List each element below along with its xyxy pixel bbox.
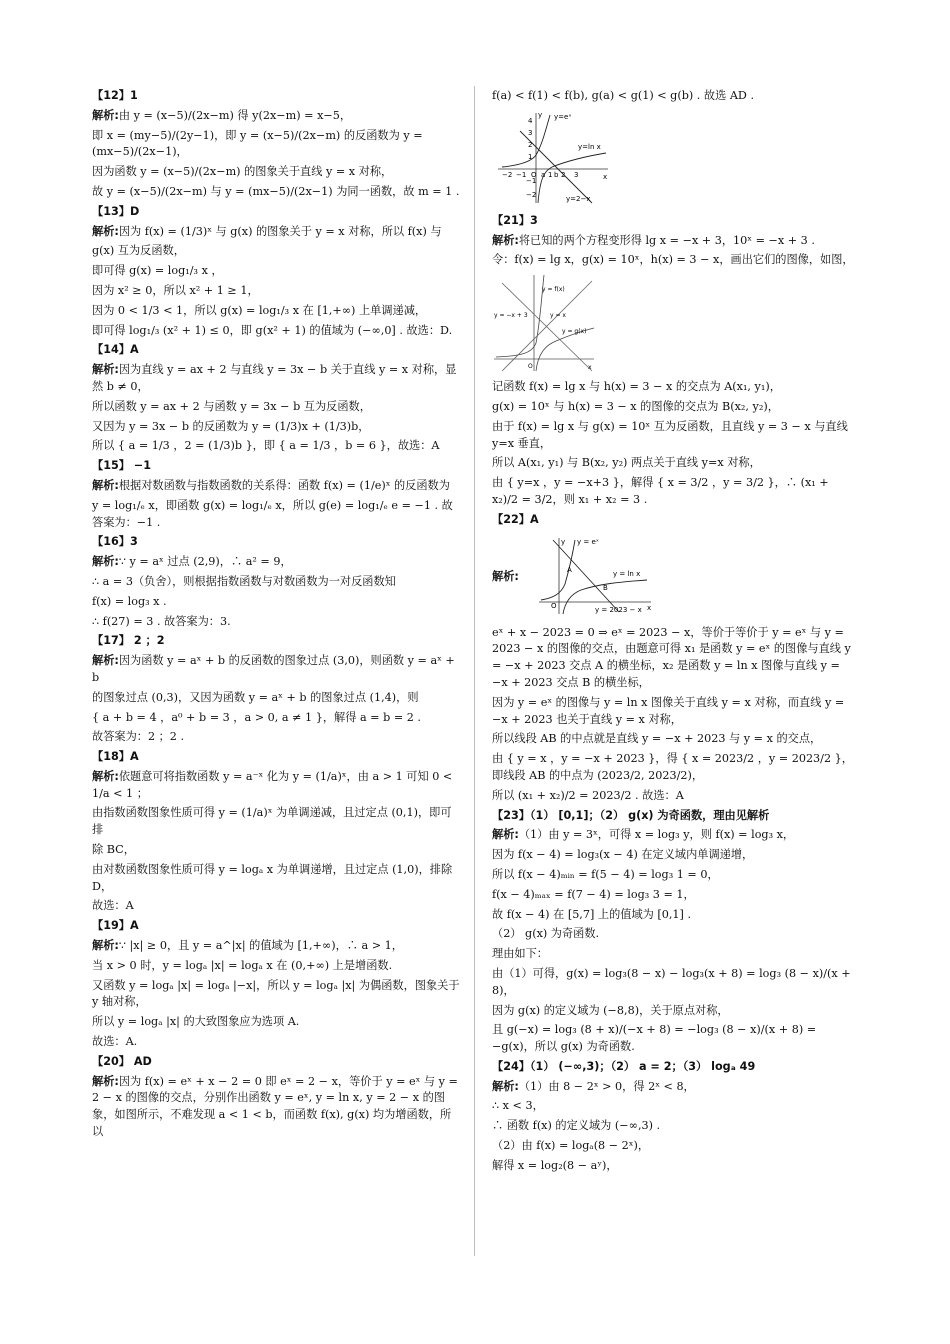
- text-line: [92, 729, 460, 746]
- text-line: [92, 805, 460, 839]
- figure-21-graph: [492, 273, 596, 373]
- answer-heading: 【18】A: [92, 750, 139, 764]
- figure-label: y=2−x: [566, 194, 591, 203]
- text-line: [492, 252, 858, 269]
- figure-label: 1: [548, 170, 553, 179]
- text-line: [492, 731, 858, 748]
- answer-heading: 【16】3: [92, 535, 138, 549]
- line-text: （1）由 y = 3ˣ，可得 x = log₃ y，则 f(x) = log₃ x，: [518, 828, 795, 842]
- line-text: f(a) < f(1) < f(b), g(a) < g(1) < g(b) . 故选 AD .: [492, 89, 754, 102]
- text-line: [92, 614, 460, 631]
- figure-label: O: [531, 170, 537, 179]
- line-text: 故选：A: [92, 899, 134, 913]
- text-line: [92, 498, 460, 532]
- figure-label: O: [550, 601, 557, 610]
- line-text: 故选：A.: [92, 1035, 138, 1049]
- text-line: [92, 303, 460, 320]
- text-line: [492, 475, 858, 509]
- line-text: 当 x > 0 时，y = logₐ |x| = logₐ x 在 (0,+∞) 上是增函数.: [92, 958, 393, 972]
- line-text: 依题意可将指数函数 y = a⁻ˣ 化为 y = (1/a)ˣ，由 a > 1 可知 0 < 1/a < 1 ；: [92, 769, 453, 800]
- figure-label: x: [588, 364, 592, 372]
- text-line: [92, 362, 460, 396]
- analysis-label: 解析:: [492, 569, 519, 583]
- text-line: [492, 1158, 858, 1175]
- analysis-label: 解析:: [92, 769, 119, 783]
- text-line: [92, 1034, 460, 1051]
- line-text: ∴ x < 3，: [492, 1099, 544, 1113]
- line-text: （2）由 f(x) = logₐ(8 − 2ˣ)，: [492, 1139, 650, 1153]
- figure-block: [492, 273, 858, 373]
- text-line: [92, 958, 460, 975]
- answer-heading: 【21】3: [492, 213, 538, 227]
- figure-label: O: [528, 363, 533, 371]
- figure-block: [492, 109, 858, 207]
- figure-20-graph: [492, 109, 612, 207]
- line-text: 即可得 g(x) = log₁/₃ x ，: [92, 264, 223, 278]
- line-text: ∵ |x| ≥ 0，且 y = a^|x| 的值域为 [1,+∞)，∴ a > 1，: [118, 939, 403, 953]
- text-line: [92, 283, 460, 300]
- text-line: [92, 862, 460, 896]
- text-line: [92, 554, 460, 571]
- text-line: [92, 243, 460, 260]
- figure-label: y: [560, 537, 566, 546]
- line-text: 故 f(x − 4) 在 [5,7] 上的值域为 [0,1] .: [492, 907, 692, 921]
- line-text: 因为 g(x) 的定义域为 (−8,8)，关于原点对称，: [492, 1003, 729, 1017]
- figure-label: x: [646, 603, 652, 612]
- answer-heading: 【13】D: [92, 204, 140, 218]
- text-line: [92, 1014, 460, 1031]
- text-line: [492, 88, 858, 105]
- line-text: 故答案为：2 ；2 .: [92, 730, 185, 744]
- answer-heading: 【20】 AD: [92, 1054, 152, 1068]
- line-text: g(x) = 10ˣ 与 h(x) = 3 − x 的图像的交点为 B(x₂, y₂)，: [492, 399, 779, 413]
- text-line: [492, 847, 858, 864]
- text-line: [92, 128, 460, 162]
- figure-label: y = −x + 3: [494, 312, 528, 320]
- analysis-label: 解析:: [492, 1079, 519, 1093]
- analysis-label: 解析:: [92, 108, 119, 122]
- text-line: [92, 978, 460, 1012]
- line-text: f(x) = log₃ x .: [92, 594, 167, 608]
- line-text: 所以线段 AB 的中点就是直线 y = −x + 2023 与 y = x 的交点，: [492, 732, 822, 746]
- line-text: 由（1）可得，g(x) = log₃(8 − x) − log₃(x + 8) = log₃ (8 − x)/(x + 8)，: [492, 966, 851, 997]
- line-text: 的图象过点 (0,3)，又因为函数 y = aˣ + b 的图象过点 (1,4)，则: [92, 690, 419, 704]
- line-text: 由指数函数图象性质可得 y = (1/a)ˣ 为单调递减，且过定点 (0,1)，即可排: [92, 806, 452, 837]
- analysis-label: 解析:: [92, 939, 119, 953]
- answer-heading: 【22】A: [492, 512, 539, 526]
- analysis-label: 解析:: [92, 555, 119, 569]
- figure-label: y = 2023 − x: [594, 605, 642, 614]
- line-text: 所以函数 y = ax + 2 与函数 y = 3x − b 互为反函数，: [92, 399, 371, 413]
- left-column: [92, 88, 460, 1144]
- text-line: [92, 574, 460, 591]
- line-text: 因为 f(x) = eˣ + x − 2 = 0 即 eˣ = 2 − x，等价于 y = eˣ 与 y = 2 − x 的图像的交点，分别作出函数 y = eˣ, y = ln x, y = 2 − x 的图象，如图所示，不难发现 a < 1 < b，而函数 f(x), g(x) 均为增函数，所以: [92, 1074, 458, 1139]
- right-column: [492, 88, 858, 1178]
- text-line: [92, 1074, 460, 1141]
- analysis-label: 解析:: [492, 233, 519, 247]
- figure-label: A: [566, 565, 572, 574]
- text-line: [92, 653, 460, 687]
- line-text: 由 { y = x ，y = −x + 2023 }，得 { x = 2023/2 ，y = 2023/2 }，即线段 AB 的中点为 (2023/2, 2023/2)，: [492, 752, 853, 782]
- text-line: [492, 399, 858, 416]
- line-text: 又因为 y = 3x − b 的反函数为 y = (1/3)x + (1/3)b，: [92, 419, 370, 433]
- text-line: [92, 184, 460, 201]
- line-text: eˣ + x − 2023 = 0 ⇒ eˣ = 2023 − x，等价于等价于 y = eˣ 与 y = 2023 − x 的图像的交点，由题意可得 x₁ 是函数 y = eˣ 的图像与直线 y = −x + 2023 交点 A 的横坐标，x₂ 是函数 y = ln x 图像与直线 y = −x + 2023 交点 B 的横坐标，: [492, 625, 851, 689]
- line-text: 记函数 f(x) = lg x 与 h(x) = 3 − x 的交点为 A(x₁, y₁)，: [492, 380, 781, 394]
- figure-22-graph: [535, 536, 655, 616]
- figure-label: −1: [516, 170, 527, 179]
- line-text: 由 { y=x ，y = −x+3 }，解得 { x = 3/2 ，y = 3/2 }，∴ (x₁ + x₂)/2 = 3/2，则 x₁ + x₂ = 3 .: [492, 476, 829, 506]
- text-line: [92, 263, 460, 280]
- text-line: [492, 1118, 858, 1135]
- text-line: [92, 690, 460, 707]
- line-text: 因为 y = eˣ 的图像与 y = ln x 图像关于直线 y = x 对称，而直线 y = −x + 2023 也关于直线 y = x 对称，: [492, 695, 845, 726]
- figure-label: y = ln x: [612, 569, 641, 578]
- text-line: [92, 898, 460, 915]
- figure-label: 4: [528, 116, 533, 125]
- line-text: 因为直线 y = ax + 2 与直线 y = 3x − b 关于直线 y = x 对称，显然 b ≠ 0，: [92, 363, 457, 393]
- line-text: 除 BC，: [92, 843, 135, 857]
- line-text: 因为 f(x − 4) = log₃(x − 4) 在定义域内单调递增，: [492, 848, 754, 862]
- figure-label: −1: [526, 176, 537, 185]
- line-text: 即 x = (my−5)/(2y−1)，即 y = (x−5)/(2x−m) 的反函数为 y = (mx−5)/(2x−1)，: [92, 128, 423, 159]
- text-line: [492, 867, 858, 884]
- text-line: [92, 419, 460, 436]
- analysis-label: 解析:: [92, 363, 119, 377]
- answer-heading: 【19】A: [92, 919, 139, 933]
- answer-heading: 【17】 2 ；2: [92, 634, 165, 648]
- line-text: 由对数函数图象性质可得 y = logₐ x 为单调递增，且过定点 (1,0)，排除 D，: [92, 862, 453, 893]
- line-text: 所以 y = logₐ |x| 的大致图象应为选项 A.: [92, 1015, 300, 1029]
- line-text: 即可得 log₁/₃ (x² + 1) ≤ 0，即 g(x² + 1) 的值域为 (−∞,0] . 故选：D.: [92, 323, 453, 337]
- text-line: [92, 594, 460, 611]
- line-text: （1）由 8 − 2ˣ > 0，得 2ˣ < 8，: [518, 1079, 695, 1093]
- analysis-label: 解析:: [92, 1074, 119, 1088]
- line-text: 因为 x² ≥ 0，所以 x² + 1 ≥ 1，: [92, 283, 259, 297]
- text-line: [92, 108, 460, 125]
- text-line: [92, 938, 460, 955]
- figure-label: y=ln x: [578, 142, 601, 151]
- line-text: 所以 f(x − 4)ₘᵢₙ = f(5 − 4) = log₃ 1 = 0，: [492, 867, 719, 881]
- figure-label: −2: [502, 170, 513, 179]
- figure-label: 3: [574, 170, 579, 179]
- figure-block: [492, 532, 858, 622]
- line-text: g(x) 互为反函数，: [92, 244, 185, 258]
- figure-label: y = f(x): [542, 286, 565, 294]
- text-line: [92, 842, 460, 859]
- line-text: 因为函数 y = (x−5)/(2x−m) 的图象关于直线 y = x 对称，: [92, 165, 393, 179]
- answer-heading: 【14】A: [92, 343, 139, 357]
- text-line: [492, 419, 858, 453]
- analysis-label: 解析:: [92, 224, 119, 238]
- text-line: [492, 966, 858, 1000]
- line-text: ∴ f(27) = 3 . 故答案为：3.: [92, 614, 231, 628]
- line-text: ∴ a = 3（负舍），则根据指数函数与对数函数为一对反函数知: [92, 574, 396, 588]
- text-line: [492, 233, 858, 250]
- line-text: 且 g(−x) = log₃ (8 + x)/(−x + 8) = −log₃ (8 − x)/(x + 8) = −g(x)，所以 g(x) 为奇函数.: [492, 1023, 817, 1054]
- text-line: [492, 625, 858, 692]
- line-text: 所以 (x₁ + x₂)/2 = 2023/2 . 故选：A: [492, 788, 684, 802]
- text-line: [492, 827, 858, 844]
- column-divider: [474, 86, 475, 1256]
- text-line: [92, 399, 460, 416]
- text-line: [492, 946, 858, 963]
- analysis-label: 解析:: [492, 828, 519, 842]
- text-line: [492, 695, 858, 729]
- figure-label: 3: [528, 128, 533, 137]
- text-line: [492, 788, 858, 805]
- text-line: [492, 1003, 858, 1020]
- text-line: [492, 379, 858, 396]
- line-text: ∴ 函数 f(x) 的定义域为 (−∞,3) .: [492, 1119, 661, 1133]
- line-text: { a + b = 4 ，a⁰ + b = 3 ，a > 0, a ≠ 1 }，解得 a = b = 2 .: [92, 710, 421, 724]
- line-text: ∵ y = aˣ 过点 (2,9)，∴ a² = 9，: [118, 555, 292, 569]
- line-text: 由于 f(x) = lg x 与 g(x) = 10ˣ 互为反函数，且直线 y = 3 − x 与直线 y=x 垂直，: [492, 419, 848, 450]
- text-line: [92, 323, 460, 340]
- text-line: [492, 751, 858, 785]
- figure-label: x: [603, 172, 608, 181]
- text-line: [92, 710, 460, 727]
- figure-label: y = x: [550, 312, 566, 320]
- line-text: 将已知的两个方程变形得 lg x = −x + 3，10ˣ = −x + 3 .: [518, 233, 815, 247]
- figure-label: a: [541, 170, 546, 179]
- line-text: 令：f(x) = lg x，g(x) = 10ˣ，h(x) = 3 − x，画出它们的图像，如图，: [492, 253, 854, 267]
- text-line: [92, 224, 460, 241]
- answer-heading: 【15】 −1: [92, 459, 151, 473]
- line-text: 由 y = (x−5)/(2x−m) 得 y(2x−m) = x−5，: [118, 108, 352, 122]
- line-text: f(x − 4)ₘₐₓ = f(7 − 4) = log₃ 3 = 1，: [492, 887, 695, 901]
- figure-label: y = eˣ: [576, 537, 599, 546]
- figure-label: y = g(x): [562, 328, 587, 336]
- figure-label: y=eˣ: [554, 112, 572, 121]
- text-line: [92, 769, 460, 803]
- line-text: 所以 { a = 1/3 ，2 = (1/3)b }，即 { a = 1/3 ，b = 6 }，故选：A: [92, 439, 440, 453]
- text-line: [92, 478, 460, 495]
- text-line: [492, 1022, 858, 1056]
- text-line: [92, 164, 460, 181]
- figure-label: y: [538, 110, 543, 119]
- line-text: 因为 f(x) = (1/3)ˣ 与 g(x) 的图象关于 y = x 对称，所以 f(x) 与: [118, 224, 442, 238]
- line-text: 根据对数函数与指数函数的关系得：函数 f(x) = (1/e)ˣ 的反函数为: [118, 478, 450, 492]
- line-text: 因为函数 y = aˣ + b 的反函数的图象过点 (3,0)，则函数 y = aˣ + b: [92, 654, 455, 684]
- line-text: y = log₁/ₑ x，即函数 g(x) = log₁/ₑ x，所以 g(e) = log₁/ₑ e = −1 . 故答案为：−1 .: [92, 498, 453, 529]
- text-line: [492, 907, 858, 924]
- answer-heading: 【24】（1） (−∞,3)；（2） a = 2；（3） logₐ 49: [492, 1059, 756, 1073]
- line-text: 理由如下：: [492, 947, 548, 961]
- text-line: [492, 887, 858, 904]
- line-text: 解得 x = log₂(8 − aʸ)，: [492, 1158, 618, 1172]
- figure-label: −2: [526, 190, 537, 199]
- answer-heading: 【23】（1） [0,1]；（2） g(x) 为奇函数，理由见解析: [492, 808, 770, 822]
- figure-label: 2: [561, 170, 566, 179]
- text-line: [92, 438, 460, 455]
- analysis-label: 解析:: [92, 478, 119, 492]
- figure-label: 2: [528, 140, 533, 149]
- text-line: [492, 1098, 858, 1115]
- analysis-label: 解析:: [92, 654, 119, 668]
- figure-label: B: [602, 583, 608, 592]
- text-line: [492, 455, 858, 472]
- answer-heading: 【12】1: [92, 89, 138, 102]
- line-text: 又函数 y = logₐ |x| = logₐ |−x|，所以 y = logₐ |x| 为偶函数，图象关于 y 轴对称，: [92, 978, 460, 1009]
- line-text: 因为 0 < 1/3 < 1，所以 g(x) = log₁/₃ x 在 [1,+∞) 上单调递减，: [92, 303, 427, 317]
- text-line: [492, 1138, 858, 1155]
- line-text: 所以 A(x₁, y₁) 与 B(x₂, y₂) 两点关于直线 y=x 对称，: [492, 456, 761, 470]
- figure-label: b: [554, 170, 559, 179]
- text-line: [492, 1079, 858, 1096]
- line-text: （2） g(x) 为奇函数.: [492, 927, 600, 941]
- text-line: [492, 926, 858, 943]
- line-text: 故 y = (x−5)/(2x−m) 与 y = (mx−5)/(2x−1) 为同一函数，故 m = 1 .: [92, 184, 460, 198]
- figure-label: 1: [528, 152, 533, 161]
